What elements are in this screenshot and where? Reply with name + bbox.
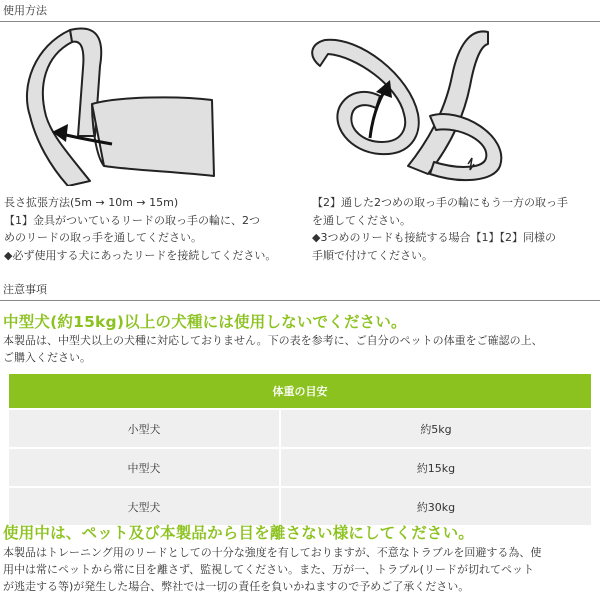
body-line: 本製品はトレーニング用のリードとしての十分な強度を有しておりますが、不意なトラブルを回避する為、使: [3, 546, 542, 559]
warning-title-supervision: 使用中は、ペット及び本製品から目を離さない様にしてください。: [3, 524, 475, 542]
usage-section-header: 使用方法: [0, 2, 600, 22]
step-text: ◆3つめのリードも接続する場合【1】【2】同様の: [312, 231, 556, 244]
step-text: 【2】通した2つめの取っ手の輪にもう一方の取っ手: [312, 196, 568, 209]
warning-title-size: 中型犬(約15kg)以上の犬種には使用しないでください。: [3, 313, 407, 331]
leash-handle-illustration-step2: [300, 26, 600, 186]
usage-steps-right: [312, 194, 568, 264]
step-text: 長さ拡張方法(5m → 10m → 15m): [4, 196, 179, 209]
step-text: 手順で付けてください。: [312, 248, 433, 262]
body-line: 用中は常にペットから常に目を離さず、監視してください。また、万が一、トラブル(リードが切れてペット: [3, 563, 534, 576]
step-text: ◆必ず使用する犬にあったリードを接続してください。: [4, 248, 277, 262]
dog-size-cell: 小型犬: [8, 409, 280, 448]
weight-cell: 約5kg: [280, 409, 592, 448]
weight-guide-table: [7, 372, 593, 527]
step-text: 【1】金具がついているリードの取っ手の輪に、2つ: [4, 213, 260, 227]
table-row: [8, 409, 592, 448]
dog-size-cell: 中型犬: [8, 448, 280, 487]
usage-steps-left: [4, 194, 276, 264]
notes-section-header: 注意事項: [0, 281, 600, 301]
body-line: 本製品は、中型犬以上の犬種に対応しておりません。下の表を参考に、ご自分のペットの体重をご確認の上、: [3, 334, 543, 347]
body-line: が逃走する等)が発生した場合、弊社では一切の責任を負いかねますので予めご了承ください。: [3, 580, 470, 593]
table-row: [8, 448, 592, 487]
dog-size-cell: 大型犬: [8, 487, 280, 526]
table-header: 体重の目安: [8, 373, 592, 409]
weight-cell: 約15kg: [280, 448, 592, 487]
body-line: ご購入ください。: [3, 351, 91, 364]
leash-handle-illustration-step1: [0, 26, 290, 186]
step-text: めのリードの取っ手を通してください。: [4, 231, 202, 244]
step-text: を通してください。: [312, 213, 411, 227]
weight-cell: 約30kg: [280, 487, 592, 526]
warning-body-supervision: [3, 544, 599, 595]
warning-body-size: [3, 332, 599, 366]
